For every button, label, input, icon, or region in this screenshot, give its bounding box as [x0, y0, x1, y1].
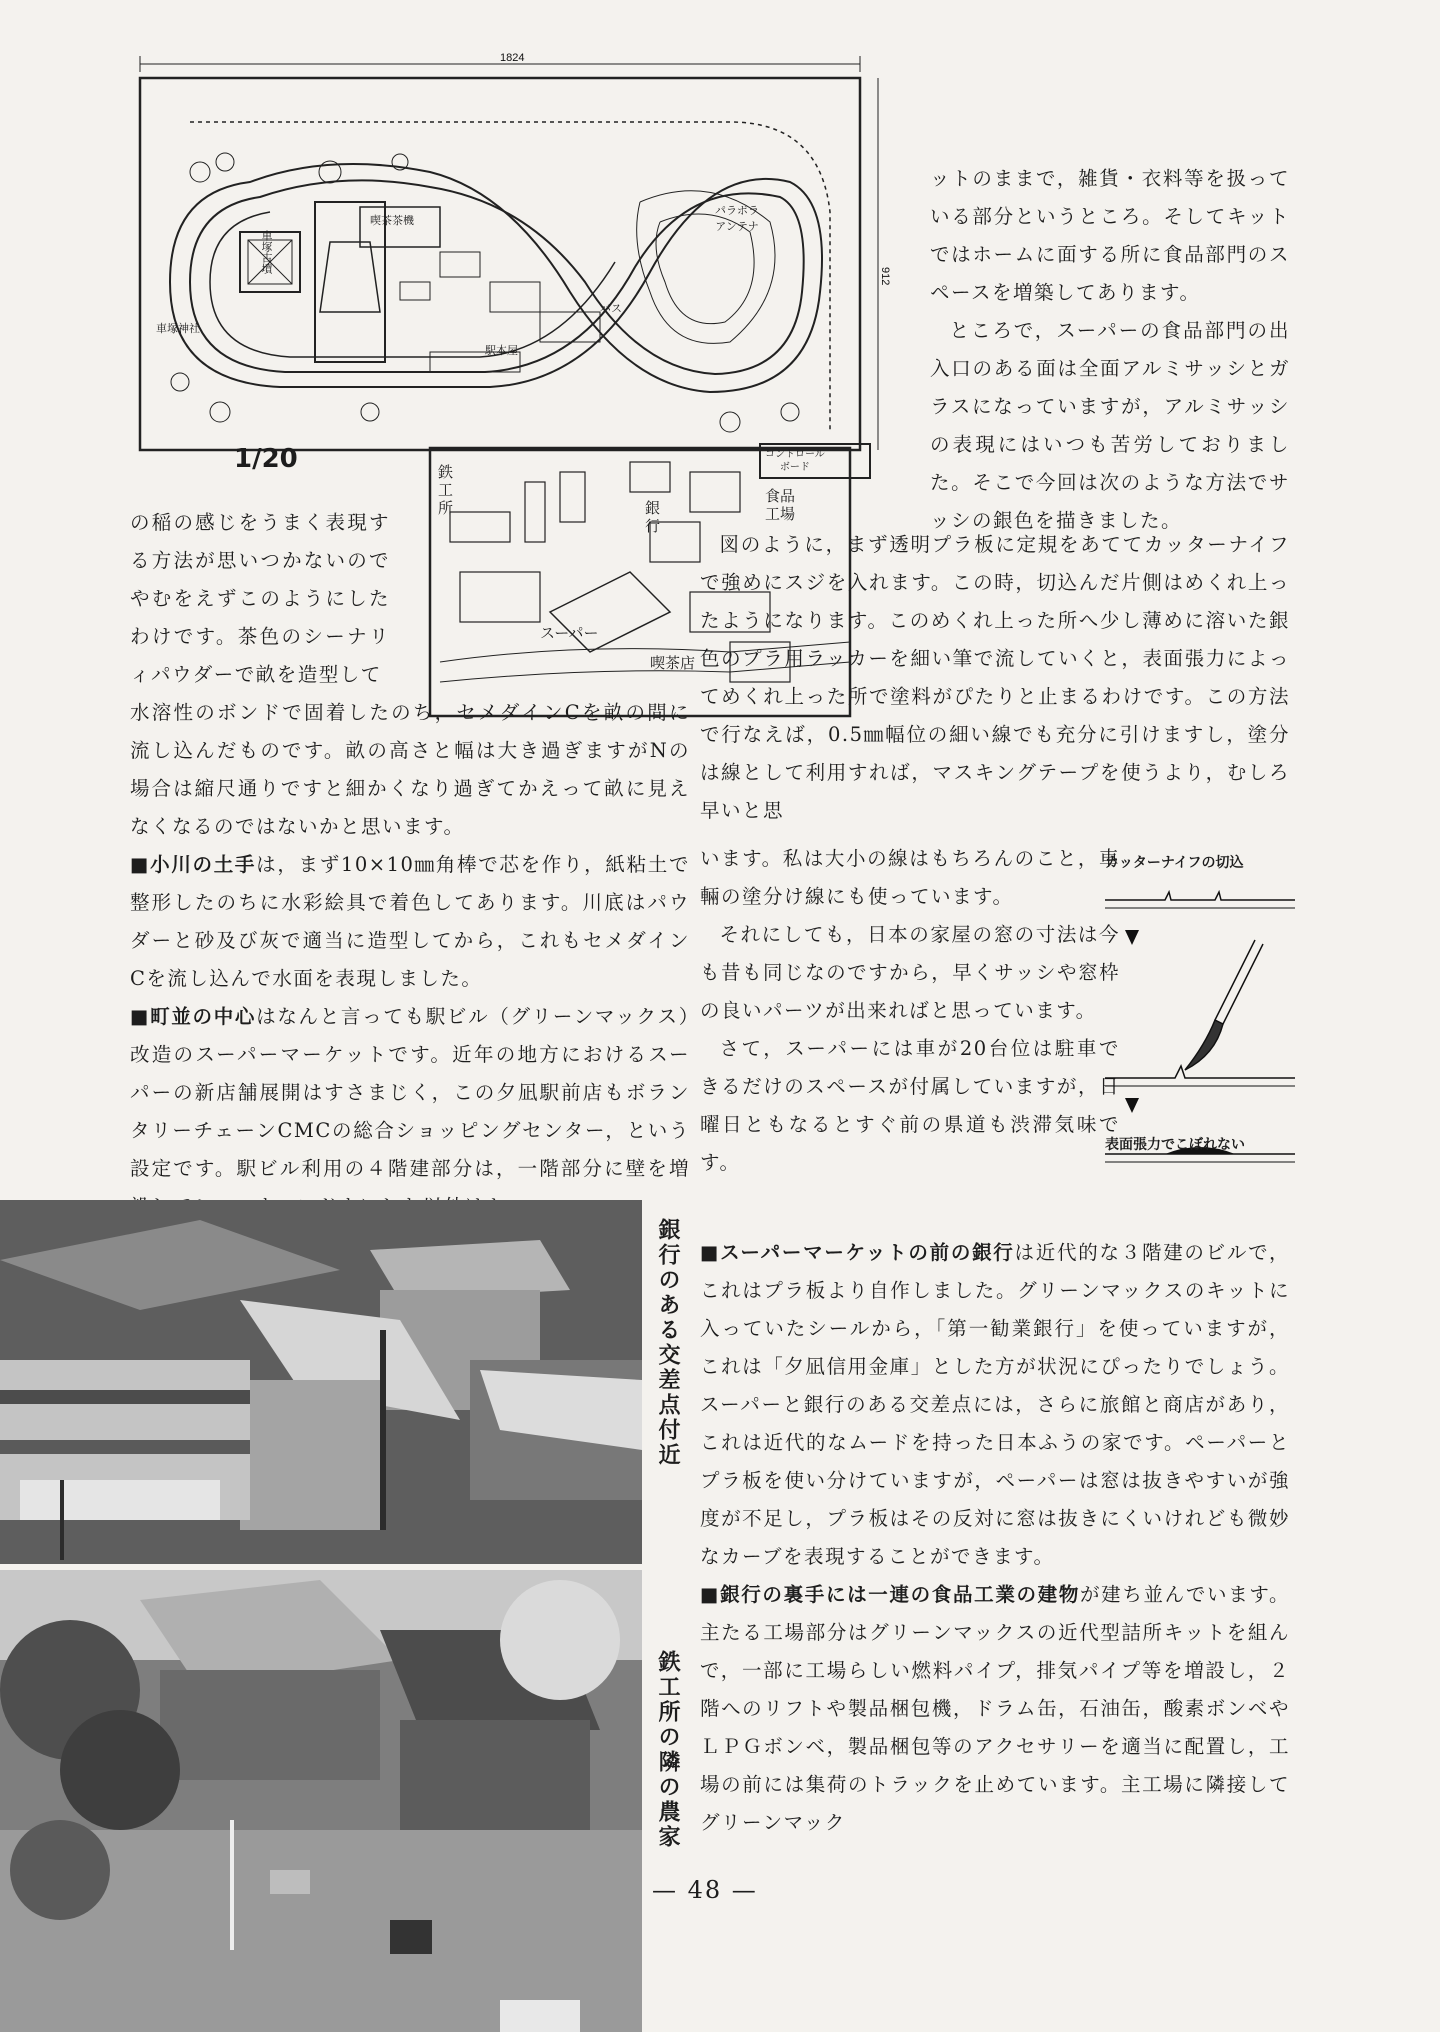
right-paragraph-4: それにしても，日本の家屋の窓の寸法は今も昔も同じなのですから，早くサッシや窓枠の良いパーツが出来ればと思っています。 [700, 923, 1120, 1022]
figure-label-tension: 表面張力でこぼれない [1105, 1137, 1245, 1153]
sash-painting-figure [1105, 852, 1295, 1192]
right-paragraph-2: ところで，スーパーの食品部門の出入口のある面は全面アルミサッシとガラスになっていますが，アルミサッシの表現にはいつも苦労しておりました。そこで今回は次のような方法でサッシの銀色を描きました。 [930, 319, 1290, 532]
diagram-label-bus: バス [600, 303, 622, 315]
height-dimension: 912 [879, 267, 890, 286]
diagram-label-shrine: 車塚神社 [156, 323, 200, 335]
photo-bank-intersection [0, 1200, 642, 1564]
heading-stream-bank: ■小川の土手 [130, 853, 257, 876]
diagram-label-shrine-hall: 車塚古墳 [260, 230, 272, 274]
heading-town-center: ■町並の中心 [130, 1005, 257, 1028]
right-paragraph-7: が建ち並んでいます。主たる工場部分はグリーンマックスの近代型詰所キットを組んで，一部に工場らしい燃料パイプ，排気パイプ等を増設し，２階へのリフトや製品梱包機，ドラム缶，石油缶，酸素ボンベやＬＰＧボンベ，製品梱包等のアクセサリーを適当に配置し，工場の前には集荷のトラックを止めています。主工場に隣接してグリーンマック [700, 1583, 1290, 1834]
caption-farmhouse: 鉄工所の隣の農家 [655, 1650, 680, 1850]
right-bottom-text [700, 1234, 1290, 1842]
diagram-label-bank: 銀 行 [645, 500, 661, 535]
photo-farmhouse [0, 1570, 642, 2032]
right-paragraph-1: ットのままで，雑貨・衣料等を扱っている部分というところ。そしてキットではホームに面する所に食品部門のスペースを増築してあります。 [930, 167, 1290, 304]
heading-bank: ■スーパーマーケットの前の銀行 [700, 1241, 1015, 1264]
scale-label: 1/20 [234, 444, 298, 474]
diagram-label-tea-top: 喫茶茶機 [370, 215, 414, 227]
page-number: — 48 — [652, 1876, 758, 1904]
diagram-label-station: 駅本屋 [485, 345, 518, 357]
diagram-label-supermarket: スーパー [540, 625, 599, 642]
right-paragraph-3a: 図のように，まず透明プラ板に定規をあててカッターナイフで強めにスジを入れます。この時，切込んだ片側はめくれ上ったようになります。このめくれ上った所へ少し薄めに溶いた銀色のプラ用ラッカーを細い筆で流していくと，表面張力によってめくれ上った所で塗料がぴたりと止まるわけです。この方法で行なえば，0.5㎜幅位の細い線でも充分に引けますし，塗分は線として利用すれば，マスキングテープを使うより，むしろ早いと思 [700, 533, 1290, 822]
left-paragraph-2: は，まず10×10㎜角棒で芯を作り，紙粘土で整形したのちに水彩絵具で着色してあります。川底はパウダーと砂及び灰で適当に造型してから，これもセメダインCを流し込んで水面を表現しました。 [130, 853, 690, 990]
caption-bank-intersection: 銀行のある交差点付近 [655, 1218, 680, 1468]
left-paragraph-1 [130, 504, 390, 694]
diagram-label-parabola: パラボラ アンテナ [715, 205, 759, 233]
diagram-label-food-factory: 食品 工場 [765, 488, 796, 523]
right-narrow-text [700, 840, 1120, 1182]
left-paragraph-3: はなんと言っても駅ビル（グリーンマックス）改造のスーパーマーケットです。近年の地方におけるスーパーの新店舗展開はすさまじく，この夕凪駅前店もボランタリーチェーンCMCの総合ショッピングセンター，という設定です。駅ビル利用の４階建部分は，一階部分に壁を増 [130, 1005, 690, 1180]
diagram-label-ironworks: 鉄 工 所 [438, 464, 454, 517]
right-paragraph-6: は近代的な３階建のビルで，これはプラ板より自作しました。グリーンマックスのキットに入っていたシールから，「第一勧業銀行」を使っていますが，これは「夕凪信用金庫」とした方が状況にぴったりでしょう。スーパーと銀行のある交差点には，さらに旅館と商店があり，これは近代的なムードを持った日本ふうの家です。ペーパーとプラ板を使い分けていますが，ペーパーは窓は抜きやすいが強度が不足し，プラ板はその反対に窓は抜きにくいけれども微妙なカーブを表現することができます。 [700, 1241, 1290, 1568]
right-mid-text [700, 526, 1290, 830]
figure-label-cut: カッターナイフの切込 [1105, 855, 1244, 871]
left-paragraph-1-cont: 水溶性のボンドで固着したのち，セメダインCを畝の間に流し込んだものです。畝の高さと幅は大き過ぎますがNの場合は縮尺通りですと細かくなり過ぎてかえって畝に見えなくなるのではないかと思います。 [130, 701, 690, 838]
left-column [130, 694, 690, 1226]
right-paragraph-3b: います。私は大小の線はもちろんのこと，車輛の塗分け線にも使っています。 [700, 847, 1120, 908]
diagram-label-control: コントロール ボード [765, 449, 825, 473]
left-paragraph-1-text: の稲の感じをうまく表現する方法が思いつかないのでやむをえずこのようにしたわけです。茶色のシーナリィパウダーで畝を造型して [130, 511, 390, 686]
width-dimension: 1824 [500, 52, 525, 64]
heading-food-factory: ■銀行の裏手には一連の食品工業の建物 [700, 1583, 1080, 1606]
diagram-label-cafe: 喫茶店 [650, 655, 696, 672]
right-top-text [930, 160, 1290, 540]
right-paragraph-5: さて，スーパーには車が20台位は駐車できるだけのスペースが付属していますが，日曜日ともなるとすぐ前の県道も渋滞気味です。 [700, 1037, 1120, 1174]
